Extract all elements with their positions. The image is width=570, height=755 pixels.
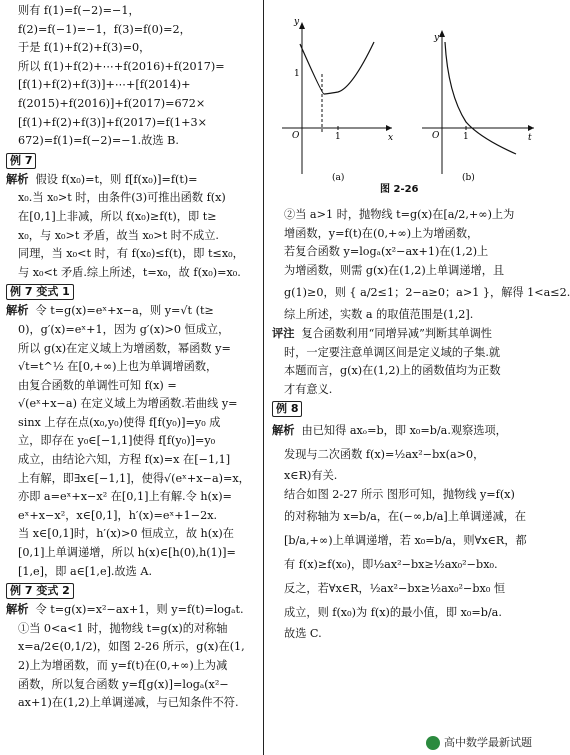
text-line: 才有意义. — [284, 382, 333, 396]
text-line: 2)上为增函数，而 y=f(t)在(0,+∞)上为减 — [18, 659, 228, 672]
graph-a — [282, 17, 393, 174]
axis-label-t: t — [528, 133, 532, 143]
axis-label-y-b: y — [434, 33, 440, 43]
axis-label-y: y — [294, 17, 300, 27]
text-line: 所以 g(x)在定义域上为增函数，幂函数 y= — [18, 341, 231, 355]
text-line: 亦即 a=eˣ+x−x² 在[0,1]上有解.令 h(x)= — [18, 490, 232, 504]
origin-label-b: O — [432, 131, 440, 141]
text-line: 在[0,1]上非减，所以 f(x₀)≥f(t)，即 t≥ — [18, 209, 217, 223]
jiexi-label: 解析 — [6, 603, 29, 617]
text-line: [f(1)+f(2)+f(3)]+f(2017)=f(1+3× — [18, 115, 208, 129]
caption-a: (a) — [332, 173, 345, 183]
example-tag: 例 7 — [6, 153, 36, 169]
text-line: g(1)≥0，则 { a/2≤1；2−a≥0；a>1 }，解得 1<a≤2. — [284, 286, 570, 300]
x-axis-arrow-icon — [386, 125, 392, 131]
text-line: 由复合函数的单调性可知 f(x) = — [18, 378, 177, 392]
axis-label-x: x — [388, 133, 394, 143]
text-line: x₀.当 x₀>t 时，由条件(3)可推出函数 f(x) — [18, 191, 226, 205]
example-tag: 例 7 变式 1 — [6, 284, 74, 300]
text-line: [0,1]上单调递增，所以 h(x)∈[h(0),h(1)]= — [18, 546, 236, 560]
text-line: 于是 f(1)+f(2)+f(3)=0， — [18, 41, 151, 55]
text-line: 所以 f(1)+f(2)+⋯+f(2016)+f(2017)= — [18, 59, 225, 73]
text-line: 本题而言，g(x)在(1,2)上的函数值均为正数 — [284, 364, 501, 378]
text-line: sinx 上存在点(x₀,y₀)使得 f[f(y₀)]=y₀ 成 — [18, 415, 221, 429]
text-line: √(eˣ+x−a) 在定义域上为增函数.若曲线 y= — [18, 397, 238, 411]
text-line: [1,e]，即 a∈[1,e].故选 A. — [18, 564, 153, 578]
text-line: 成立，由结论六知，方程 f(x)=x 在[−1,1] — [18, 453, 231, 467]
text-line: f(2015)+f(2016)]+f(2017)=672× — [18, 96, 206, 110]
text-line: 复合函数利用“同增异减”判断其单调性 — [301, 326, 492, 340]
log-curve — [445, 42, 516, 154]
text-line: x∈R)有关. — [284, 469, 338, 483]
text-line: 令 t=g(x)=eˣ+x−a，则 y=√t (t≥ — [35, 304, 214, 318]
caption-b: (b) — [462, 173, 475, 183]
text-line: x=a/2∈(0,1/2)，如图 2-26 所示，g(x)在(1, — [18, 640, 245, 654]
text-line: 成立，则 f(x₀)为 f(x)的最小值，即 x₀=b/a. — [284, 605, 502, 619]
text-line: 故选 C. — [284, 626, 322, 640]
text-line: 同理，当 x₀<t 时，有 f(x₀)≤f(t)，即 t≤x₀， — [18, 247, 244, 261]
text-line: 由已知得 axₒ=b，即 x₀=b/a.观察选项， — [301, 424, 507, 438]
text-line: 综上所述，实数 a 的取值范围是(1,2]. — [284, 308, 474, 322]
origin-label: O — [292, 131, 300, 141]
t-axis-arrow-icon — [528, 125, 534, 131]
text-line: 为增函数，则需 g(x)在(1,2)上单调递增，且 — [284, 263, 505, 277]
text-line: 当 x∈[0,1]时，h′(x)>0 恒成立，故 h(x)在 — [18, 527, 234, 541]
watermark — [422, 733, 536, 751]
text-line: 增函数，y=f(t)在(0,+∞)上为增函数， — [284, 226, 479, 240]
text-line: ②当 a>1 时，抛物线 t=g(x)在[a/2,+∞)上为 — [284, 208, 515, 221]
text-line: 672)=f(1)=f(−2)=−1.故选 B. — [18, 134, 179, 148]
text-line: ①当 0<a<1 时，抛物线 t=g(x)的对称轴 — [18, 621, 228, 635]
example-tag: 例 7 变式 2 — [6, 583, 74, 599]
text-line: 时，一定要注意单调区间是定义域的子集.就 — [284, 345, 501, 359]
pingzhu-label: 评注 — [272, 326, 295, 340]
text-line: f(2)=f(−1)=−1，f(3)=f(0)=2， — [18, 22, 191, 36]
text-line: x₀，与 x₀>t 矛盾，故当 x₀>t 时不成立. — [18, 228, 219, 242]
text-line: [f(1)+f(2)+f(3)]+⋯+[f(2014)+ — [18, 78, 191, 92]
text-line: 发现与二次函数 f(x)=½ax²−bx(a>0， — [284, 448, 485, 462]
tick-label-1-b: 1 — [463, 132, 469, 142]
jiexi-label: 解析 — [6, 304, 29, 318]
text-line: √t=t^½ 在[0,+∞)上也为单调增函数， — [18, 360, 218, 374]
jiexi-label: 解析 — [272, 424, 295, 438]
jiexi-label: 解析 — [6, 172, 29, 186]
text-line: 的对称轴为 x=b/a，在(−∞,b/a]上单调递减，在 — [284, 509, 527, 523]
wechat-icon — [426, 736, 440, 750]
text-line: 与 x₀<t 矛盾.综上所述，t=x₀，故 f(x₀)=x₀. — [18, 265, 241, 279]
text-line: 上有解，即∃x∈[−1,1]，使得√(eˣ+x−a)=x， — [18, 471, 250, 485]
watermark-text: 高中数学最新试题 — [444, 736, 532, 749]
text-line: 反之，若∀x∈R，½ax²−bx≥½ax₀²−bx₀ 恒 — [284, 581, 506, 595]
figure-2-26 — [272, 14, 536, 190]
text-line: eˣ+x−x²，x∈[0,1]，h′(x)=eˣ+1−2x. — [18, 508, 218, 522]
text-line: 若复合函数 y=logₐ(x²−ax+1)在(1,2)上 — [284, 245, 489, 259]
text-line: [b/a,+∞)上单调递增，若 x₀=b/a，则∀x∈R，都 — [284, 533, 527, 547]
text-line: 有 f(x)≥f(x₀)，即½ax²−bx≥½ax₀²−bx₀. — [284, 557, 498, 571]
graph-b — [422, 30, 534, 174]
text-line: 立，即存在 y₀∈[−1,1]使得 f[f(y₀)]=y₀ — [18, 434, 216, 448]
text-line: 0)，g′(x)=eˣ+1，因为 g′(x)>0 恒成立， — [18, 322, 230, 336]
example-tag: 例 8 — [272, 401, 302, 417]
left-column — [6, 0, 258, 713]
tick-label-1: 1 — [335, 132, 341, 142]
y-axis-arrow-icon — [299, 22, 305, 29]
text-line: 则有 f(1)=f(−2)=−1， — [18, 4, 140, 17]
figure-title: 图 2-26 — [380, 184, 419, 195]
y-axis-b-arrow-icon — [439, 30, 445, 37]
text-line: 结合如图 2-27 所示 图形可知，抛物线 y=f(x) — [284, 487, 515, 501]
text-line: 函数，所以复合函数 y=f[g(x)]=logₐ(x²− — [18, 677, 229, 691]
text-line: 令 t=g(x)=x²−ax+1，则 y=f(t)=logₐt. — [35, 603, 244, 617]
right-column — [272, 206, 570, 643]
parabola-curve — [300, 42, 374, 94]
column-divider — [263, 0, 264, 755]
y-label-1: 1 — [294, 69, 300, 79]
text-line: ax+1)在(1,2)上单调递减，与已知条件不符. — [18, 696, 239, 710]
text-line: 假设 f(x₀)=t，则 f[f(x₀)]=f(t)= — [35, 172, 198, 186]
